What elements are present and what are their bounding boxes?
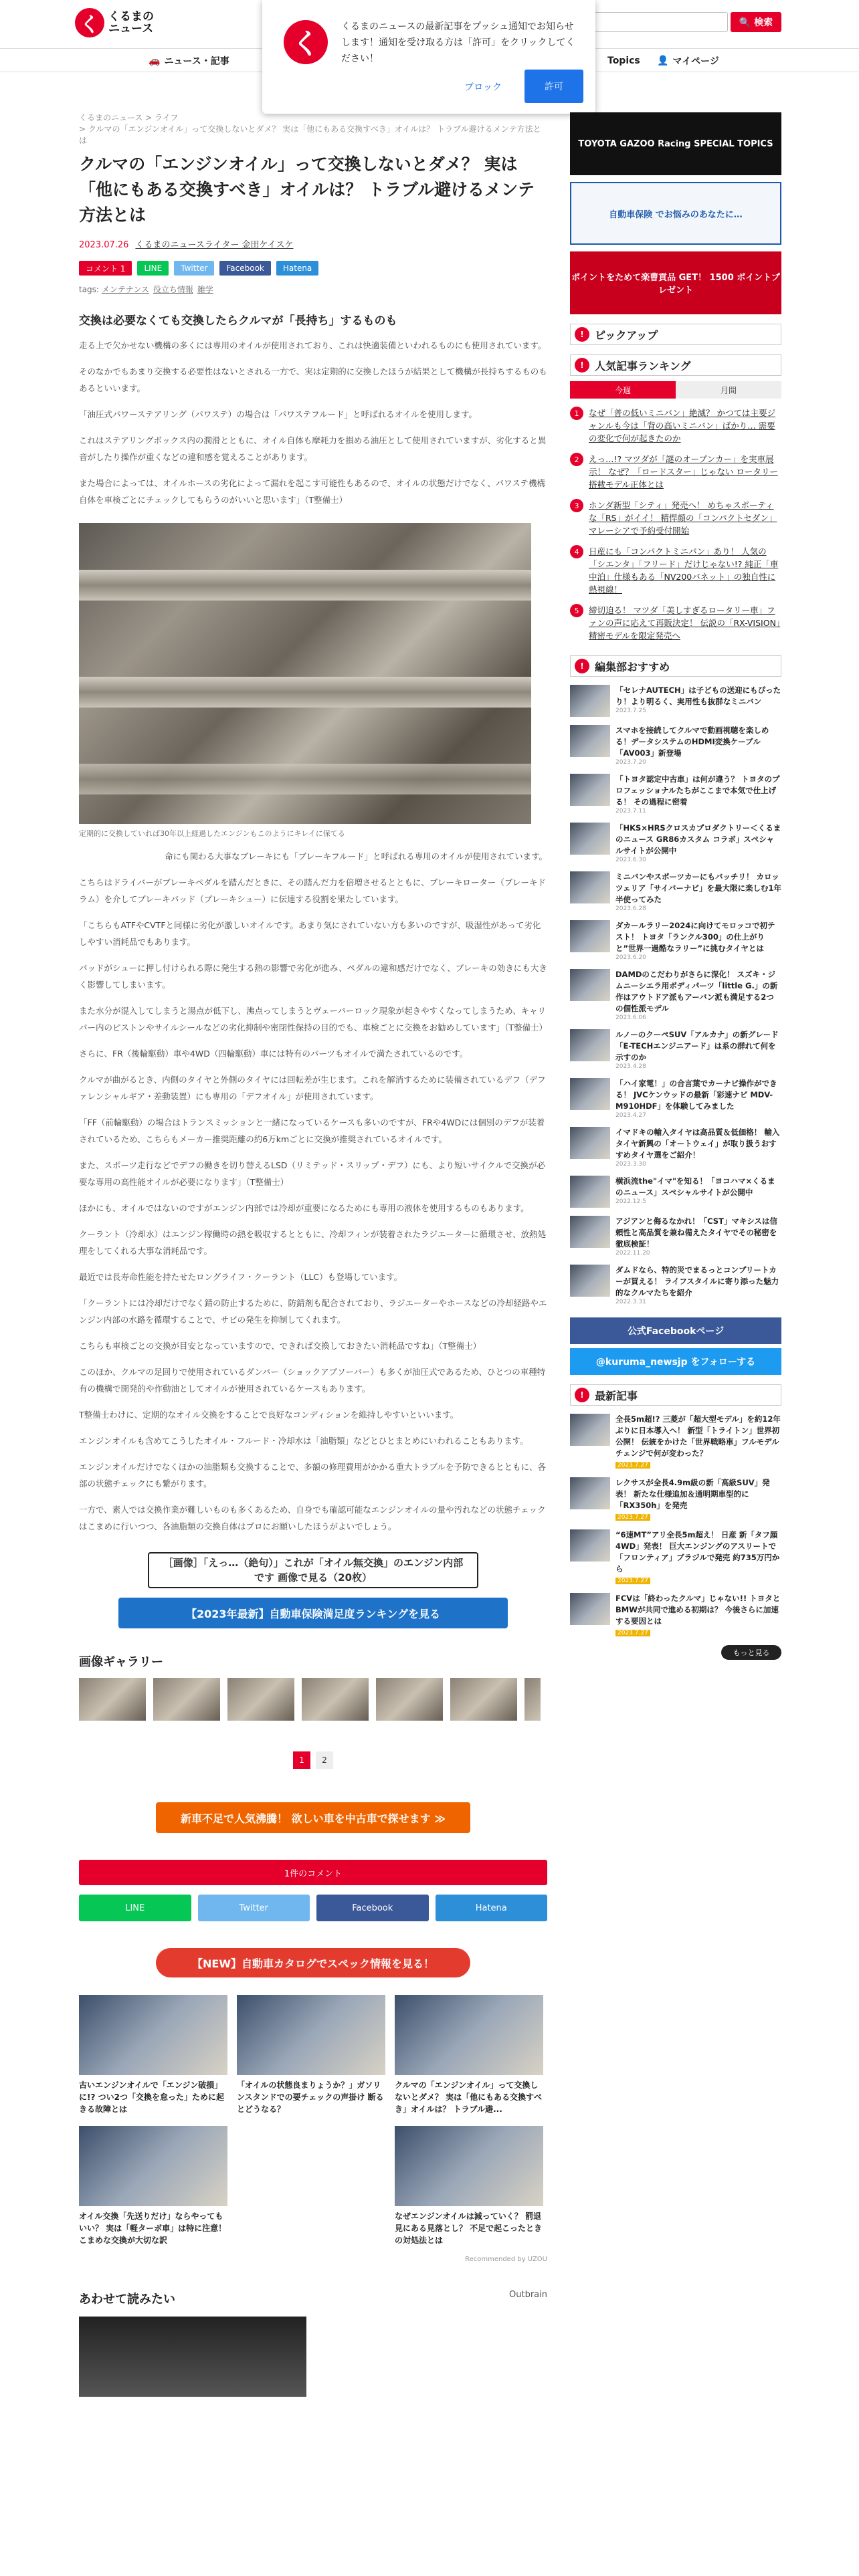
breadcrumb-life[interactable]: ライフ: [155, 113, 179, 122]
gallery-thumb[interactable]: [376, 1678, 443, 1721]
breadcrumb: くるまのニュース > ライフ > クルマの「エンジンオイル」って交換しないとダメ？ 実は「他にもある交換すべき」オイルは？ トラブル避けるメンテ方法とは: [79, 113, 541, 145]
recommended-by: Recommended by UZOU: [465, 2256, 547, 2263]
nav-mypage-label: マイページ: [672, 56, 719, 67]
editor-pick-title: スマホを接続してクルマで動画視聴を楽しめる！データシステムのHDMI変換ケーブル「AV003」新登場: [615, 726, 769, 758]
editor-pick-thumb: [570, 685, 610, 717]
body-paragraph: これはステアリングボックス内の潤滑とともに、オイル自体も摩耗力を損める油圧として使用されていますが、劣化すると異音がしたり操作が重くなどの違和感を覚えることがあります。: [79, 435, 547, 462]
ranking-item[interactable]: [570, 407, 781, 445]
engine-photo[interactable]: [79, 523, 531, 824]
banner2-text: 自動車保険 でお悩みのあなたに…: [609, 209, 743, 220]
tab-weekly[interactable]: 今週: [570, 381, 676, 399]
editor-pick-item[interactable]: [570, 969, 781, 1021]
editor-pick-item[interactable]: [570, 1127, 781, 1168]
latest-thumb: [570, 1593, 610, 1625]
user-icon: 👤: [657, 56, 669, 66]
ranking-list: [570, 407, 781, 642]
editor-picks-heading: [570, 655, 781, 677]
search-input[interactable]: [582, 12, 728, 32]
editor-pick-item[interactable]: [570, 920, 781, 961]
editor-pick-item[interactable]: [570, 1216, 781, 1257]
editor-pick-date: 2023.4.28: [615, 1063, 646, 1070]
recommended-image: [395, 1995, 543, 2075]
nav-topics-label: Topics: [607, 56, 640, 66]
editor-pick-item[interactable]: [570, 823, 781, 863]
body-paragraph: 最近では長寿命性能を持たせたロングライフ・クーラント（LLC）も登場しています。: [79, 1272, 403, 1282]
recommended-title: 古いエンジンオイルで「エンジン破損」に!? つい2つ「交換を怠った」ために起きる故障とは: [79, 2080, 224, 2114]
recommended-card[interactable]: [395, 2126, 543, 2248]
photo-caption: 定期的に交換していれば30年以上経過したエンジンもこのようにキレイに保てる: [79, 829, 345, 838]
editor-pick-item[interactable]: [570, 1029, 781, 1070]
body-paragraph: 「FF（前輪駆動）の場合はトランスミッションと一緒になっているケースも多いのですが、FRや4WDには個別のデフが装着されているため、こちらもメーカー推奨距離の約6万kmごとに交換が推奨されているオイルです。: [79, 1117, 545, 1144]
ranking-number: 3: [570, 499, 583, 512]
ranking-number: 1: [570, 407, 583, 420]
editor-pick-item[interactable]: [570, 685, 781, 717]
car-catalog-button[interactable]: 【NEW】自動車カタログでスペック情報を見る！: [156, 1948, 470, 1977]
nav-mypage[interactable]: [657, 49, 719, 73]
editor-pick-item[interactable]: [570, 774, 781, 815]
body-paragraph: このほか、クルマの足回りで使用されているダンパー（ショックアブソーバー）も多くが油圧式であるため、ひとつの車種特有の機構で開発的や作動油としてオイルが使用されているケースもあります。: [79, 1367, 546, 1394]
editor-pick-title: DAMDのこだわりがさらに深化！ スズキ・ジムニーシエラ用ボディパーツ「little G.」の新作はアウトドア派もアーバン派も満足する2つの個性派モデル: [615, 970, 778, 1013]
outbrain-logo[interactable]: Outbrain: [509, 2290, 547, 2300]
editor-pick-title: イマドキの輸入タイヤは高品質＆低価格！ 輸入タイヤ新興の「オートウェイ」が取り扱うおすすめタイヤ選をご紹介！: [615, 1128, 780, 1160]
editor-pick-thumb: [570, 969, 610, 1001]
banner3-text: ポイントをためて楽曹貢品 GET！ 1500 ポイントプレゼント: [571, 273, 780, 296]
latest-item[interactable]: [570, 1477, 781, 1521]
editor-pick-item[interactable]: [570, 871, 781, 912]
tags-label: tags:: [79, 285, 99, 294]
ranking-icon: !: [575, 358, 589, 372]
editor-pick-thumb: [570, 1216, 610, 1248]
editor-pick-date: 2022.3.31: [615, 1299, 646, 1305]
article-subheading: 交換は必要なくても交換したらクルマが「長持ち」するものも: [79, 314, 397, 328]
article-main: [79, 112, 547, 2397]
article-author[interactable]: くるまのニュースライター 金田ケイスケ: [135, 240, 294, 250]
body-paragraph: そのなかでもあまり交換する必要性はないとされる一方で、実は定期的に交換したほうが結果として機構が長持ちするものもあるといいます。: [79, 366, 547, 393]
banner1-text: TOYOTA GAZOO Racing SPECIAL TOPICS: [578, 138, 773, 149]
ranking-title: 締切迫る！ マツダ「美しすぎるロータリー車」ファンの声に応えて再販決定！ 伝説の「RX-VISION」精密モデルを限定発売へ: [589, 605, 781, 641]
article-date: 2023.07.26: [79, 240, 129, 250]
body-paragraph: T整備士わけに、定期的なオイル交換をすることで良好なコンディションを維持しやすいといいます。: [79, 1410, 459, 1420]
recommended-card[interactable]: [237, 2126, 385, 2248]
editor-pick-thumb: [570, 823, 610, 855]
tag-link[interactable]: 雑学: [197, 285, 213, 294]
logo-line-1: くるまの: [108, 10, 154, 23]
editor-pick-item[interactable]: [570, 1176, 781, 1208]
body-paragraph: 命にも関わる大事なブレーキにも「ブレーキフルード」と呼ばれる専用のオイルが使用されています。: [165, 851, 547, 861]
body-paragraph: こちらも車検ごとの交換が目安となっていますので、できれば交換しておきたい消耗品ですね」（T整備士）: [79, 1341, 482, 1351]
share-twitter-button[interactable]: Twitter: [198, 1895, 310, 1921]
latest-heading: [570, 1384, 781, 1406]
recommended-title: なぜエンジンオイルは減っていく？ 罰退見にある見落とし？ 不足で起こったときの対処法とは: [395, 2212, 542, 2245]
ranking-tabs: [570, 381, 781, 399]
editor-pick-thumb: [570, 1176, 610, 1208]
comment-bar[interactable]: 1件のコメント: [79, 1860, 547, 1885]
point-banner[interactable]: [570, 251, 781, 314]
editor-pick-date: 2023.7.25: [615, 708, 646, 714]
ranking-title: 日産にも「コンパクトミニバン」あり！ 人気の「シエンタ」「フリード」だけじゃない!? 純正「車中泊」仕様もある「NV200バネット」の独自性に熱視線！: [589, 546, 779, 595]
latest-date: 2023.7.27: [615, 1462, 650, 1469]
article-title: クルマの「エンジンオイル」って交換しないとダメ？ 実は「他にもある交換すべき」オイルは？ トラブル避けるメンテ方法とは: [79, 154, 535, 225]
sidebar: [570, 112, 781, 1660]
logo-mark-icon: く: [75, 8, 104, 37]
twitter-follow-button[interactable]: @kuruma_newsjp をフォローする: [570, 1348, 781, 1375]
editor-pick-thumb: [570, 1265, 610, 1297]
car-icon: 🚗: [149, 56, 161, 66]
gallery-thumb[interactable]: [450, 1678, 517, 1721]
block-button[interactable]: ブロック: [464, 82, 502, 93]
gallery-link-button[interactable]: ［画像］「えっ…（絶句）」これが「オイル無交換」のエンジン内部です 画像で見る（20枚）: [148, 1552, 478, 1588]
editor-pick-title: 横浜流the"イマ"を知る！「ヨコハマ×くるまのニュース」スペシャルサイトが公開中: [615, 1176, 775, 1197]
nav-topics[interactable]: [607, 49, 640, 73]
recommended-title: オイル交換「先送りだけ」ならやってもいい？ 実は「軽ターボ車」は特に注意！ こまめな交換が大切な訳: [79, 2212, 227, 2245]
share-facebook-button[interactable]: Facebook: [316, 1895, 429, 1921]
editor-pick-title: ルノーのクーペSUV「アルカナ」の新グレード「E-TECHエンジニアード」は系の群れて何を示すのか: [615, 1030, 779, 1062]
recommended-image: [79, 2126, 227, 2206]
pickup-heading: [570, 324, 781, 345]
editor-pick-date: 2022.12.5: [615, 1198, 646, 1205]
notification-logo-icon: く: [284, 20, 328, 64]
editor-pick-date: 2022.11.20: [615, 1250, 650, 1257]
body-paragraph: 走る上で欠かせない機構の多くには専用のオイルが使用されており、これは快適装備といわれるものにも使用されています。: [79, 340, 547, 350]
ranking-item[interactable]: [570, 604, 781, 642]
page-2[interactable]: 2: [316, 1751, 333, 1769]
ranking-label: 人気記事ランキング: [595, 359, 691, 372]
latest-date: 2023.7.27: [615, 1630, 650, 1636]
editor-pick-thumb: [570, 1029, 610, 1061]
related-thumbnail[interactable]: [79, 2317, 306, 2397]
body-paragraph: パッドがシューに押し付けられる際に発生する熱の影響で劣化が進み、ペダルの違和感だけでなく、ブレーキの効きにも大きく影響してしまいます。: [79, 963, 547, 990]
gallery-thumb[interactable]: [302, 1678, 369, 1721]
editor-pick-date: 2023.6.30: [615, 857, 646, 863]
recommended-image: [79, 1995, 227, 2075]
page-1[interactable]: 1: [293, 1751, 310, 1769]
editor-pick-title: ダムドなら、特的災でまるっとコンプリートカーが買える！ ライフスタイルに寄り添った魅力的なクルマたちを紹介: [615, 1265, 779, 1297]
latest-label: 最新記事: [595, 1389, 638, 1402]
share-line-button[interactable]: LINE: [137, 261, 169, 276]
gallery-thumb[interactable]: [524, 1678, 541, 1721]
body-paragraph: さらに、FR（後輪駆動）車や4WD（四輪駆動）車には特有のパーツもオイルで満たされているのです。: [79, 1049, 468, 1059]
latest-title: “6速MT”アリ全長5m超え！ 日産 新「タフ顔4WD」発表！ 巨大エンジングのアスリートで「フロンティア」ブラジルで発売 約735万円から: [615, 1530, 780, 1574]
editor-pick-thumb: [570, 1078, 610, 1110]
editor-label: 編集部おすすめ: [595, 660, 670, 673]
editor-pick-item[interactable]: [570, 725, 781, 766]
share-hatena-button[interactable]: Hatena: [276, 261, 318, 276]
body-paragraph: エンジンオイルだけでなくほかの油脂類も交換することで、多額の修理費用がかかる重大トラブルを予防できるとともに、各部の状態チェックにも繋がります。: [79, 1462, 547, 1489]
nav-news-label: ニュース・記事: [164, 56, 229, 67]
latest-icon: !: [575, 1388, 589, 1402]
body-paragraph: 「こちらもATFやCVTFと同様に劣化が激しいオイルです。あまり気にされていない方も多いのですが、吸湿性があって劣化しやすい消耗品でもあります。: [79, 920, 541, 947]
logo-line-2: ニュース: [108, 22, 154, 35]
search-button[interactable]: 🔍 検索: [731, 12, 781, 32]
body-paragraph: クルマが曲がるとき、内側のタイヤと外側のタイヤには回転差が生じます。これを解消するために装備されているデフ（デファレンシャルギア・差動装置）にも専用の「デフオイル」が使用されています。: [79, 1075, 546, 1101]
editor-pick-date: 2023.6.28: [615, 905, 646, 912]
share-line-button[interactable]: LINE: [79, 1895, 191, 1921]
ranking-number: 2: [570, 453, 583, 466]
tag-link[interactable]: 役立ち情報: [153, 285, 193, 294]
editor-pick-date: 2023.4.27: [615, 1112, 646, 1119]
editor-pick-date: 2023.6.20: [615, 954, 646, 961]
article-body-b: [79, 848, 547, 1535]
ranking-item[interactable]: [570, 499, 781, 537]
insurance-banner[interactable]: [570, 182, 781, 245]
site-logo[interactable]: [75, 5, 169, 40]
allow-button[interactable]: 許可: [524, 70, 583, 103]
recommended-title: クルマの「エンジンオイル」って交換しないとダメ？ 実は「他にもある交換すべき」オイルは？ トラブル避...: [395, 2080, 542, 2114]
editor-pick-date: 2023.3.30: [615, 1161, 646, 1168]
share-hatena-button[interactable]: Hatena: [436, 1895, 548, 1921]
editor-pick-thumb: [570, 1127, 610, 1159]
pickup-label: ピックアップ: [595, 328, 658, 342]
share-row-top: [79, 261, 547, 276]
gallery-thumb[interactable]: [227, 1678, 294, 1721]
nav-news[interactable]: [149, 49, 229, 73]
gallery-thumb[interactable]: [79, 1678, 146, 1721]
body-paragraph: クーラント（冷却水）はエンジン稼働時の熱を吸収するとともに、冷却フィンが装着されたラジエーターに循環させ、放熱処理をしてくれる大事な消耗品です。: [79, 1229, 547, 1256]
recommended-image: [237, 1995, 385, 2075]
latest-list: [570, 1414, 781, 1637]
body-paragraph: 「油圧式パワーステアリング（パワステ）の場合は「パワステフルード」と呼ばれるオイルを使用します。: [79, 409, 478, 419]
latest-item[interactable]: [570, 1414, 781, 1469]
ranking-heading: [570, 354, 781, 376]
editor-pick-title: 「HKS×HRSクロスカプロダクトリー＜くるまのニュース GR86カスタム コラボ」スペシャルサイトが公開中: [615, 823, 781, 855]
ranking-number: 4: [570, 545, 583, 558]
recommended-grid: [79, 1995, 547, 2248]
comment-button[interactable]: コメント 1: [79, 261, 132, 276]
latest-date: 2023.7.27: [615, 1578, 650, 1584]
recommended-image: [395, 2126, 543, 2206]
latest-date: 2023.7.27: [615, 1514, 650, 1521]
body-paragraph: また水分が混入してしまうと湯点が低下し、沸点ってしまうとヴェーパーロック現象が起きやすくなってしまうため、キャリパー内のピストンやサイルシールなどの劣化抑制や密閉性保持の目的でも、車検ごとに交換をお勧めしています」（T整備士）: [79, 1006, 547, 1033]
editor-pick-date: 2023.6.06: [615, 1014, 646, 1021]
latest-title: 全長5m超!? 三菱が「超大型モデル」を約12年ぶりに日本導入へ！ 新型「トライトン」世界初公開！ 伝統をかけた「世界戦略車」フルモデルチェンジで何が変わった？: [615, 1414, 781, 1458]
recommended-image: [237, 2126, 385, 2206]
editor-pick-item[interactable]: [570, 1078, 781, 1119]
editor-pick-item[interactable]: [570, 1265, 781, 1305]
article-body-a: [79, 337, 547, 508]
ranking-item[interactable]: [570, 453, 781, 491]
more-button[interactable]: もっと見る: [721, 1645, 781, 1660]
used-car-search-button[interactable]: 新車不足で人気沸騰！ 欲しい車を中古車で探せます ≫: [156, 1802, 470, 1833]
push-notification-dialog: [262, 0, 595, 114]
recommended-title: 「オイルの状態良まりょうか？」ガソリンスタンドでの要チェックの声掛け 断るとどうなる？: [237, 2080, 384, 2114]
body-paragraph: こちらはドライバーがブレーキペダルを踏んだときに、その踏んだ力を倍増させるとともに、ブレーキローター（ブレーキドラム）を介してブレーキパッド（ブレーキシュー）に伝達する役割を果たしています。: [79, 877, 546, 904]
latest-title: レクサスが全長4.9m級の新「高級SUV」発表！ 新たな仕様追加＆通明期車型的に「RX350h」を発売: [615, 1478, 770, 1510]
share-twitter-button[interactable]: Twitter: [174, 261, 214, 276]
ranking-title: なぜ「普の低いミニバン」絶滅？ かつては主要ジャンルも今は「背の高いミニバン」ばかり… 需要の変化で何が起きたのか: [589, 408, 775, 443]
editor-pick-title: 「セレナAUTECH」は子どもの送迎にもぴったり！より明るく、実用性も抜群なミニバン: [615, 685, 781, 706]
editor-icon: !: [575, 659, 589, 673]
ranking-item[interactable]: [570, 545, 781, 596]
share-facebook-button[interactable]: Facebook: [219, 261, 270, 276]
body-paragraph: また場合によっては、オイルホースの劣化によって漏れを起こす可能性もあるので、オイルの状態だけでなく、パワステ機構自体を車検ごとにチェックしてもらうのがいいと思います」（T整備士）: [79, 478, 546, 505]
editor-pick-title: ミニバンやスポーツカーにもバッチリ！ カロッツェリア「サイバーナビ」を最大限に楽しむ1年半使ってみた: [615, 872, 782, 904]
editor-pick-date: 2023.7.11: [615, 808, 646, 815]
pagination: [79, 1751, 547, 1769]
editor-pick-thumb: [570, 871, 610, 903]
ranking-number: 5: [570, 604, 583, 617]
insurance-ranking-button[interactable]: 【2023年最新】自動車保険満足度ランキングを見る: [118, 1598, 508, 1628]
recommended-title: [237, 2210, 385, 2248]
recommended-card[interactable]: [237, 1995, 385, 2117]
facebook-page-button[interactable]: 公式Facebookページ: [570, 1317, 781, 1344]
tag-list: [79, 284, 547, 295]
editor-pick-thumb: [570, 774, 610, 806]
editor-pick-title: 「ハイ家電！」の合言葉でカーナビ操作ができる！ JVCケンウッドの最新「彩速ナビ MDV-M910HDF」を体験してみました: [615, 1079, 777, 1111]
latest-item[interactable]: [570, 1593, 781, 1637]
latest-item[interactable]: [570, 1529, 781, 1585]
editor-pick-title: アジアンと侮るなかれ！「CST」マキシスは信頼性と高品質を兼ね備えたタイヤでその秘密を徹底検証！: [615, 1216, 777, 1249]
latest-thumb: [570, 1414, 610, 1446]
recommended-card[interactable]: [79, 1995, 227, 2117]
tab-monthly[interactable]: 月間: [676, 381, 781, 399]
latest-thumb: [570, 1477, 610, 1509]
related-heading: あわせて読みたい: [79, 2292, 175, 2306]
body-paragraph: 「クーラントには冷却だけでなく錆の防止するために、防錆剤も配合されており、ラジエーターやホースなどの冷却経路やエンジン内部の水路を循環することで、サビの発生を抑制してくれます。: [79, 1298, 547, 1325]
toyota-gazoo-banner[interactable]: [570, 112, 781, 175]
gallery-heading: 画像ギャラリー: [79, 1655, 163, 1669]
editor-pick-title: ダカールラリー2024に向けてモロッコで初テスト！ トヨタ「ランクル300」の仕上がりと”世界一過酷なラリー”に挑むタイヤとは: [615, 921, 775, 953]
breadcrumb-current: クルマの「エンジンオイル」って交換しないとダメ？ 実は「他にもある交換すべき」オイルは？ トラブル避けるメンテ方法とは: [79, 124, 541, 145]
editor-picks-list: [570, 685, 781, 1305]
editor-pick-title: 「トヨタ認定中古車」は何が違う？ トヨタのプロフェッショナルたちがここまで本気で仕上げる！ その過程に密着: [615, 774, 780, 807]
notification-message: くるまのニュースの最新記事をプッシュ通知でお知らせします！通知を受け取る方は「許可」をクリックしてください！: [341, 21, 575, 64]
body-paragraph: 一方で、素人では交換作業が難しいものも多くあるため、自身でも確認可能なエンジンオイルの量や汚れなどの状態チェックはこまめに行いつつ、各油脂類の交換自体はプロにお願いしたほうがよいでしょう。: [79, 1505, 546, 1531]
recommended-card[interactable]: [395, 1995, 543, 2117]
latest-title: FCVは「終わったクルマ」じゃない!! トヨタとBMWが共同で進める初期は？ 今後さらに加速する要因とは: [615, 1594, 781, 1626]
ranking-title: ホンダ新型「シティ」発売へ！ めちゃスポーティな「RS」がイイ！ 精悍顔の「コンパクトセダン」マレーシアで予約受付開始: [589, 500, 777, 536]
ranking-title: えっ…!? マツダが「謎のオープンカー」を実車展示！ なぜ？「ロードスター」じゃない ロータリー搭載モデル正体とは: [589, 454, 778, 490]
body-paragraph: ほかにも、オイルではないのですがエンジン内部では冷却が重要になるためにも専用の液体を使用するものもあります。: [79, 1203, 529, 1213]
editor-pick-thumb: [570, 920, 610, 952]
gallery-strip: [79, 1678, 541, 1721]
pickup-icon: !: [575, 327, 589, 342]
recommended-card[interactable]: [79, 2126, 227, 2248]
tag-link[interactable]: メンテナンス: [101, 285, 149, 294]
editor-pick-thumb: [570, 725, 610, 757]
editor-pick-date: 2023.7.20: [615, 759, 646, 766]
breadcrumb-home[interactable]: くるまのニュース: [79, 113, 143, 122]
body-paragraph: また、スポーツ走行などでデフの働きを切り替えるLSD（リミテッド・スリップ・デフ）にも、より短いサイクルで交換が必要な専用の高性能オイルが必要になります」（T整備士）: [79, 1160, 546, 1187]
gallery-thumb[interactable]: [153, 1678, 220, 1721]
latest-thumb: [570, 1529, 610, 1562]
body-paragraph: エンジンオイルも含めてこうしたオイル・フルード・冷却水は「油脂類」などとひとまとめにいわれることもあります。: [79, 1436, 529, 1446]
share-row-bottom: [79, 1895, 547, 1921]
